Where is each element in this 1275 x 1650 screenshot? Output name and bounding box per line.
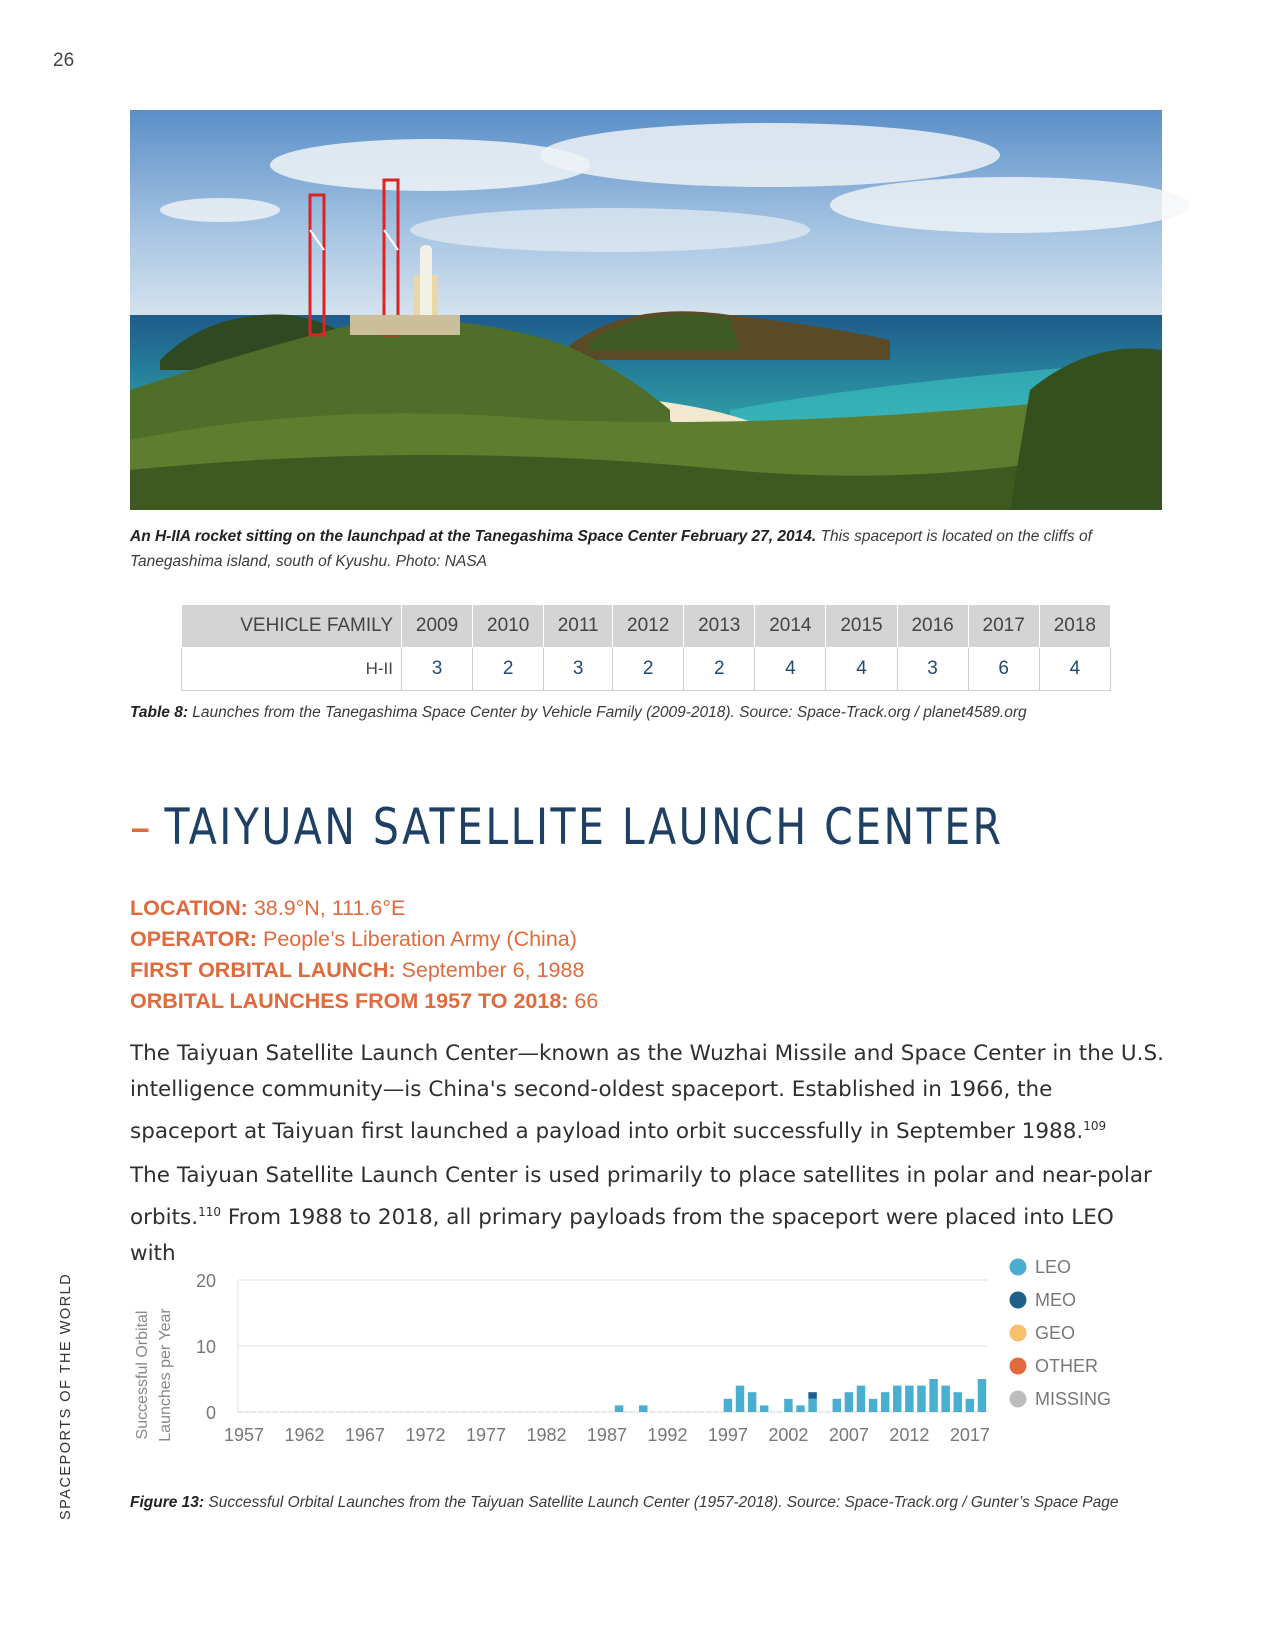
bar-leo-2011 [893, 1386, 901, 1412]
table-cell: 4 [755, 648, 826, 691]
bar-leo-2016 [954, 1392, 962, 1412]
legend-label: GEO [1035, 1323, 1076, 1343]
legend-swatch-missing [1010, 1391, 1027, 1408]
table-header-row [182, 605, 1111, 648]
figure-caption [130, 1494, 1175, 1512]
bar-leo-2007 [845, 1392, 853, 1412]
table-header-year: 2018 [1039, 605, 1110, 648]
table-header-year: 2014 [755, 605, 826, 648]
launch-bar-chart [130, 1257, 1140, 1480]
bar-leo-2009 [869, 1399, 877, 1412]
bar-leo-1997 [724, 1399, 732, 1412]
photo-caption [130, 524, 1170, 574]
table-caption-bold: Table 8: [130, 704, 188, 721]
launch-table [181, 604, 1111, 691]
table-caption [130, 704, 1170, 722]
fact-key: ORBITAL LAUNCHES FROM 1957 TO 2018: [130, 989, 569, 1013]
fact-location [130, 893, 598, 924]
bar-leo-2013 [917, 1386, 925, 1412]
table-row [182, 648, 1111, 691]
fact-value: September 6, 1988 [395, 958, 585, 982]
fact-launch-count [130, 986, 598, 1017]
footnote-ref: 109 [1083, 1119, 1107, 1133]
table-cell: 4 [826, 648, 897, 691]
bar-leo-1990 [639, 1405, 647, 1412]
x-tick-label: 1997 [707, 1425, 748, 1445]
bar-leo-2014 [929, 1379, 937, 1412]
x-tick-label: 1972 [405, 1425, 446, 1445]
table-header-year: 2015 [826, 605, 897, 648]
table-cell: 3 [402, 648, 473, 691]
body-paragraph [130, 1158, 1165, 1272]
fact-list [130, 893, 598, 1017]
bar-leo-1998 [736, 1386, 744, 1412]
bar-leo-2010 [881, 1392, 889, 1412]
body-paragraph [130, 1036, 1165, 1150]
x-tick-label: 2007 [828, 1425, 869, 1445]
bar-meo-2004 [808, 1392, 816, 1399]
table-header-year: 2012 [613, 605, 684, 648]
y-tick-label: 20 [195, 1271, 216, 1291]
bar-leo-2017 [966, 1399, 974, 1412]
footnote-ref: 110 [198, 1205, 221, 1219]
table-caption-rest: Launches from the Tanegashima Space Center by Vehicle Family (2009-2018). Source: Space-Track.org / planet4589.org [188, 704, 1027, 721]
x-tick-label: 1992 [647, 1425, 688, 1445]
legend-swatch-geo [1010, 1325, 1027, 1342]
bar-leo-1999 [748, 1392, 756, 1412]
fact-value: 66 [568, 989, 599, 1013]
x-tick-label: 1967 [344, 1425, 386, 1445]
x-tick-label: 1982 [526, 1425, 567, 1445]
bar-leo-1988 [615, 1405, 623, 1412]
bar-leo-2000 [760, 1405, 768, 1412]
running-section-label: SPACEPORTS OF THE WORLD [58, 1272, 74, 1520]
table-cell: 3 [544, 648, 613, 691]
table-header-year: 2010 [473, 605, 544, 648]
x-tick-label: 2012 [889, 1425, 930, 1445]
table-cell: 6 [968, 648, 1039, 691]
figure-caption-rest: Successful Orbital Launches from the Taiyuan Satellite Launch Center (1957-2018). Source: Space-Track.org / Gunter’s Space Page [204, 1494, 1119, 1511]
x-tick-label: 2017 [949, 1425, 990, 1445]
table-cell: 2 [684, 648, 755, 691]
bar-leo-2006 [833, 1399, 841, 1412]
fact-first-launch [130, 955, 598, 986]
paragraph-text: The Taiyuan Satellite Launch Center—known as the Wuzhai Missile and Space Center in the U.S. intelligence community—is China's second-oldest spaceport. Established in 1966, the spaceport at Taiyuan first launched a payload into orbit successfully in September 1988. [130, 1041, 1164, 1145]
bar-leo-2012 [905, 1386, 913, 1412]
bar-leo-2008 [857, 1386, 865, 1412]
fact-value: People’s Liberation Army (China) [257, 927, 577, 951]
legend-label: MEO [1035, 1290, 1077, 1310]
bar-leo-2003 [796, 1405, 804, 1412]
fact-key: OPERATOR: [130, 927, 258, 951]
table-header-year: 2013 [684, 605, 755, 648]
y-tick-label: 10 [195, 1337, 216, 1357]
table-cell: 2 [473, 648, 544, 691]
photo-caption-bold: An H-IIA rocket sitting on the launchpad at the Tanegashima Space Center February 27, 2014. [130, 528, 817, 545]
fact-value: 38.9°N, 111.6°E [247, 896, 406, 920]
bar-leo-2004 [808, 1399, 816, 1412]
y-axis-label: Successful Orbital [134, 1310, 151, 1440]
legend-swatch-meo [1010, 1292, 1027, 1309]
table-cell: 2 [613, 648, 684, 691]
section-title-dash: – [130, 798, 153, 856]
table-header-year: 2011 [544, 605, 613, 648]
fact-key: LOCATION: [130, 896, 248, 920]
y-axis-label: Launches per Year [157, 1308, 174, 1442]
paragraph-text: From 1988 to 2018, all primary payloads from the spaceport were placed into LEO with [130, 1205, 1114, 1267]
paragraph-text: The Taiyuan Satellite Launch Center is used primarily to place satellites in polar and near-polar orbits. [130, 1163, 1152, 1231]
section-title [130, 798, 1004, 856]
bar-leo-2018 [978, 1379, 986, 1412]
x-tick-label: 1957 [224, 1425, 265, 1445]
table-cell-family: H-II [182, 648, 402, 691]
y-tick-label: 0 [205, 1403, 216, 1423]
table-cell: 4 [1039, 648, 1110, 691]
fact-operator [130, 924, 598, 955]
table-header-family: VEHICLE FAMILY [182, 605, 402, 648]
bar-leo-2002 [784, 1399, 792, 1412]
launchpad-photo [130, 110, 1162, 510]
photo-illustration [130, 110, 1162, 510]
fact-key: FIRST ORBITAL LAUNCH: [130, 958, 396, 982]
x-tick-label: 2002 [768, 1425, 809, 1445]
table-header-year: 2017 [968, 605, 1039, 648]
x-tick-label: 1987 [586, 1425, 627, 1445]
legend-label: LEO [1035, 1257, 1072, 1277]
bar-leo-2015 [941, 1386, 949, 1412]
photo-caption-rest: This spaceport is located on the cliffs of Tanegashima island, south of Kyushu. Photo: NASA [130, 528, 1092, 570]
legend-swatch-other [1010, 1358, 1027, 1375]
legend-swatch-leo [1010, 1259, 1027, 1276]
table-header-year: 2009 [402, 605, 473, 648]
legend-label: MISSING [1035, 1389, 1112, 1409]
x-tick-label: 1977 [465, 1425, 507, 1445]
figure-caption-bold: Figure 13: [130, 1494, 205, 1511]
table-cell: 3 [897, 648, 968, 691]
x-tick-label: 1962 [284, 1425, 325, 1445]
page-number: 26 [53, 50, 75, 71]
legend-label: OTHER [1035, 1356, 1098, 1376]
table-header-year: 2016 [897, 605, 968, 648]
section-title-text: TAIYUAN SATELLITE LAUNCH CENTER [164, 798, 1004, 856]
